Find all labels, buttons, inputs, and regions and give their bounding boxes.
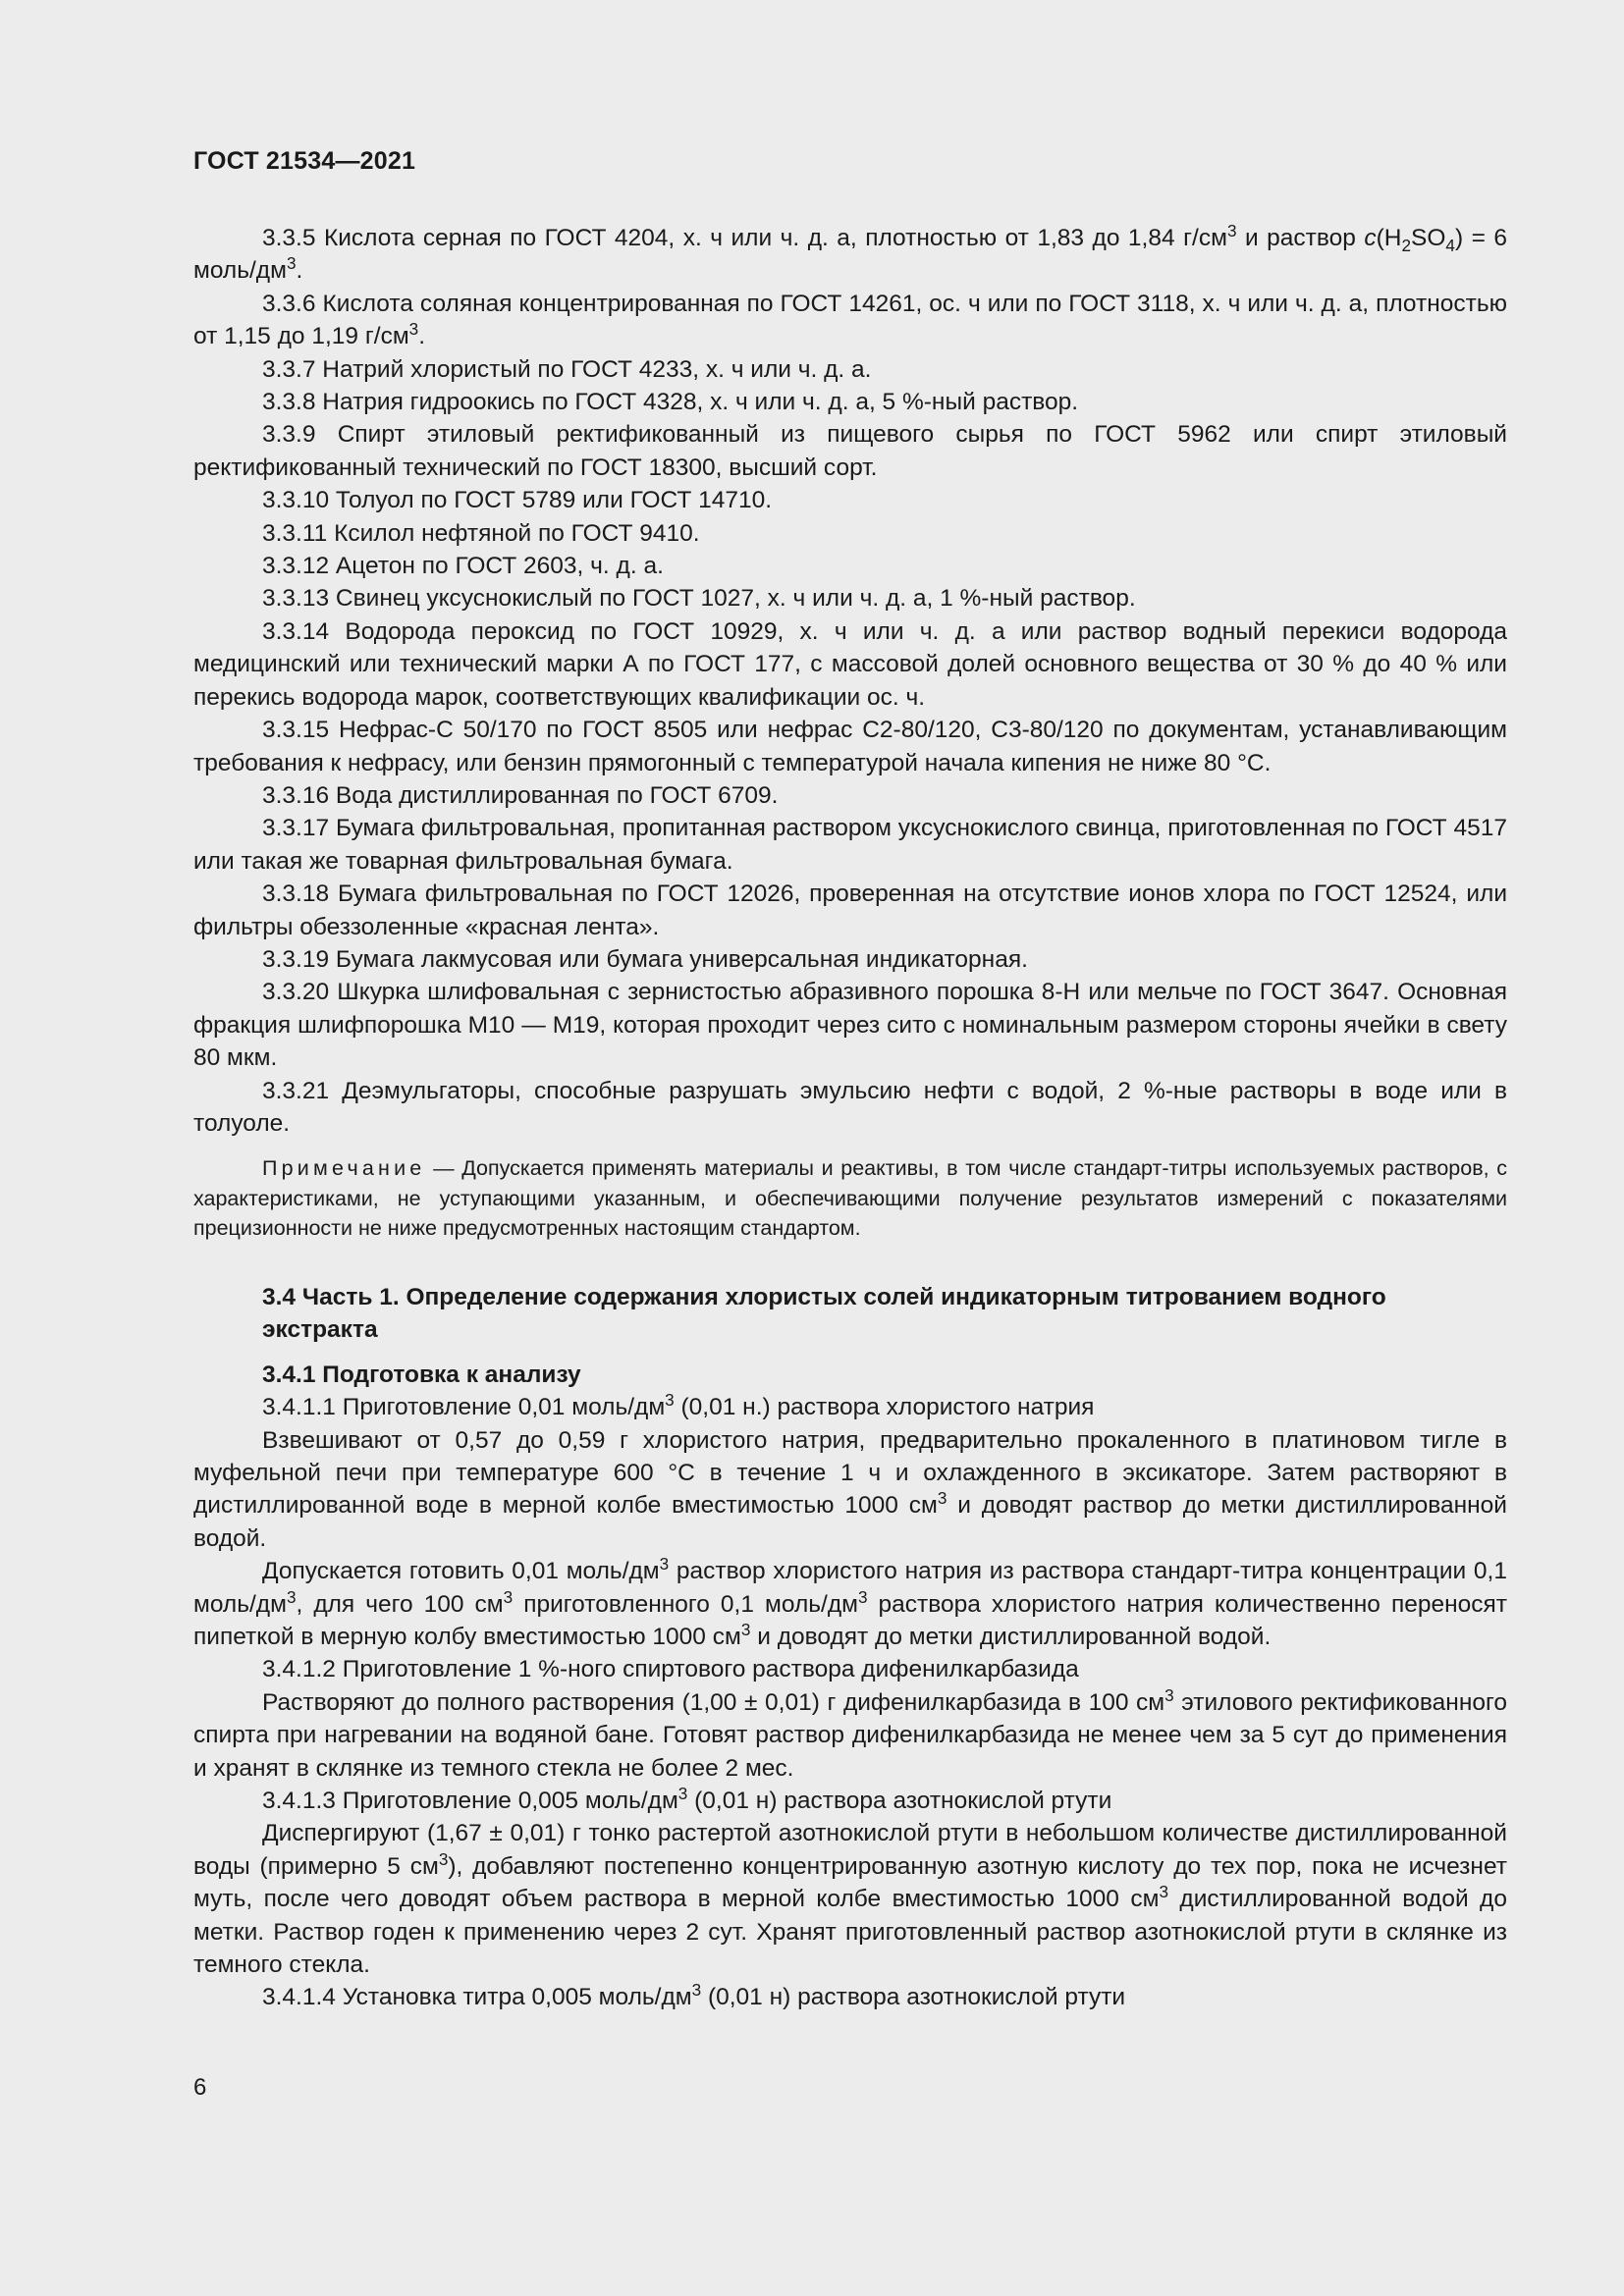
- item-3-3-10: 3.3.10 Толуол по ГОСТ 5789 или ГОСТ 14710.: [262, 487, 773, 514]
- item-3-3-9: 3.3.9 Спирт этиловый ректификованный из пищевого сырья по ГОСТ 5962 или спирт этиловый ректификованный технический по ГОСТ 18300, высший сорт.: [193, 421, 1507, 481]
- note-text: — Допускается применять материалы и реактивы, в том числе стандарт-титры используемых растворов, с характеристиками, не уступающими указанным, и обеспечивающими получение результатов измерений с показателями прецизионности не ниже предусмотренных настоящим стандартом.: [193, 1156, 1507, 1241]
- item-3-3-8: 3.3.8 Натрия гидроокись по ГОСТ 4328, х. ч или ч. д. а, 5 %-ный раствор.: [262, 389, 1079, 416]
- item-3-4-1-1-alternative: Допускается готовить 0,01 моль/$дм^3$ раствор хлористого натрия из раствора стандарт-титра концентрации 0,1 моль/$дм^3$, для чего 100 $см^3$ приготовленного 0,1 моль/$дм^3$ раствора хлористого натрия количественно переносят пипеткой в мерную колбу вместимостью 1000 $см^3$ и доводят до метки дистиллированной водой.: [193, 1553, 1507, 1650]
- item-3-3-21: 3.3.21 Деэмульгаторы, способные разрушать эмульсию нефти с водой, 2 %-ные растворы в воде или в толуоле.: [193, 1077, 1507, 1137]
- page-number: 6: [193, 2074, 207, 2101]
- subsection-title-3-4-1: 3.4.1 Подготовка к анализу: [262, 1361, 581, 1388]
- item-3-3-19: 3.3.19 Бумага лакмусовая или бумага универсальная индикаторная.: [262, 945, 1028, 973]
- page-header-standard: ГОСТ 21534—2021: [193, 147, 416, 175]
- note: [193, 1153, 1507, 1244]
- item-3-4-1-2-body: Растворяют до полного растворения (1,00 ± 0,01) г дифенилкарбазида в 100 $см^3$ этилового ректификованного спирта при нагревании на водяной бане. Готовят раствор дифенилкарбазида не менее чем за 5 сут до применения и хранят в склянке из темного стекла не более 2 мес.: [193, 1684, 1507, 1782]
- item-3-3-12: 3.3.12 Ацетон по ГОСТ 2603, ч. д. а.: [262, 553, 664, 580]
- note-label: Примечание: [262, 1156, 426, 1181]
- item-3-4-1-2-heading: 3.4.1.2 Приготовление 1 %-ного спиртового раствора дифенилкарбазида: [262, 1656, 1079, 1683]
- item-3-3-6: 3.3.6 Кислота соляная концентрированная по ГОСТ 14261, ос. ч или по ГОСТ 3118, х. ч или ч. д. а, плотностью от 1,15 до 1,19 $г/см^3$.: [193, 290, 1507, 350]
- item-3-3-5: 3.3.5 Кислота серная по ГОСТ 4204, х. ч или ч. д. а, плотностью от 1,83 до 1,84 $г/см^3$ и раствор $c(H_2SO_4) = 6$ моль/$дм^3$.: [193, 220, 1507, 285]
- item-3-3-7: 3.3.7 Натрий хлористый по ГОСТ 4233, х. ч или ч. д. а.: [262, 355, 872, 383]
- item-3-3-15: 3.3.15 Нефрас-С 50/170 по ГОСТ 8505 или нефрас С2-80/120, С3-80/120 по документам, устанавливающим требования к нефрасу, или бензин прямогонный с температурой начала кипения не ниже 80 °С.: [193, 717, 1507, 776]
- document-body: [193, 222, 1507, 2014]
- item-3-3-13: 3.3.13 Свинец уксуснокислый по ГОСТ 1027, х. ч или ч. д. а, 1 %-ный раствор.: [262, 585, 1136, 613]
- section-title-3-4: 3.4 Часть 1. Определение содержания хлористых солей индикаторным титрованием водного экстракта: [262, 1283, 1386, 1344]
- item-3-4-1-3-body: Диспергируют (1,67 ± 0,01) г тонко растертой азотнокислой ртути в небольшом количестве дистиллированной воды (примерно 5 $см^3$), добавляют постепенно концентрированную азотную кислоту до тех пор, пока не исчезнет муть, после чего доводят объем раствора в мерной колбе вместимостью 1000 $см^3$ дистиллированной водой до метки. Раствор годен к применению через 2 сут. Хранят приготовленный раствор азотнокислой ртути в склянке из темного стекла.: [193, 1820, 1507, 1978]
- item-3-4-1-4-heading: 3.4.1.4 Установка титра 0,005 моль/$дм^3$ (0,01 н) раствора азотнокислой ртути: [262, 1980, 1126, 2011]
- item-3-3-11: 3.3.11 Ксилол нефтяной по ГОСТ 9410.: [262, 519, 700, 547]
- item-3-3-20: 3.3.20 Шкурка шлифовальная с зернистостью абразивного порошка 8-Н или мельче по ГОСТ 3647. Основная фракция шлифпорошка М10 — М19, которая проходит через сито с номинальным размером стороны ячейки в свету 80 мкм.: [193, 979, 1507, 1072]
- item-3-4-1-1-heading: 3.4.1.1 Приготовление 0,01 моль/$дм^3$ (0,01 н.) раствора хлористого натрия: [262, 1389, 1095, 1421]
- item-3-3-14: 3.3.14 Водорода пероксид по ГОСТ 10929, х. ч или ч. д. а или раствор водный перекиси водорода медицинский или технический марки А по ГОСТ 177, с массовой долей основного вещества от 30 % до 40 % или перекись водорода марок, соответствующих квалификации ос. ч.: [193, 617, 1507, 711]
- item-3-3-17: 3.3.17 Бумага фильтровальная, пропитанная раствором уксуснокислого свинца, приготовленная по ГОСТ 4517 или такая же товарная фильтровальная бумага.: [193, 815, 1507, 875]
- item-3-3-18: 3.3.18 Бумага фильтровальная по ГОСТ 12026, проверенная на отсутствие ионов хлора по ГОСТ 12524, или фильтры обеззоленные «красная лента».: [193, 881, 1507, 940]
- item-3-3-16: 3.3.16 Вода дистиллированная по ГОСТ 6709.: [262, 781, 779, 809]
- item-3-4-1-3-heading: 3.4.1.3 Приготовление 0,005 моль/$дм^3$ (0,01 н) раствора азотнокислой ртути: [262, 1783, 1112, 1814]
- item-3-4-1-1-body: Взвешивают от 0,57 до 0,59 г хлористого натрия, предварительно прокаленного в платиновом тигле в муфельной печи при температуре 600 °С в течение 1 ч и охлажденного в эксикаторе. Затем растворяют в дистиллированной воде в мерной колбе вместимостью 1000 $см^3$ и доводят раствор до метки дистиллированной водой.: [193, 1426, 1507, 1552]
